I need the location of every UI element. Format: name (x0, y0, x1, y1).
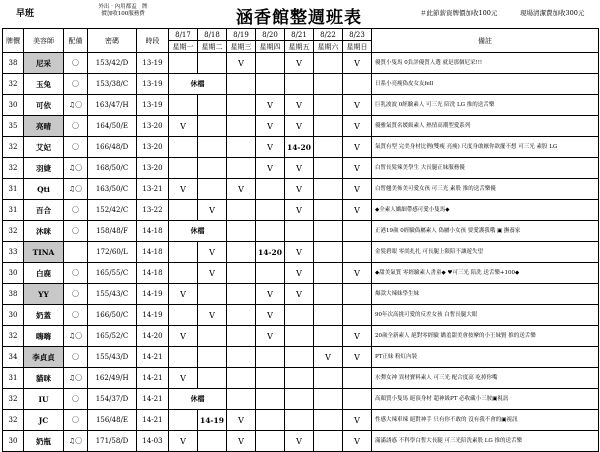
day-cell: V (343, 137, 372, 158)
time-cell: 14-19 (137, 284, 169, 305)
table-row (3, 368, 599, 389)
notes-cell: 90年次高挑可愛的反差女孩 白皙長腿大眼 (372, 305, 599, 326)
day-cell (314, 368, 343, 389)
stylist-name: Qti (24, 179, 64, 200)
stylist-name: 可依 (24, 95, 64, 116)
header-note-line1: 外出 · 內用都盃 牌 (98, 4, 148, 10)
notes-cell: ◆甜美氣質 零經驗素人書童◆ ♥可三光 陪洗 送舌樂+100◆ (372, 263, 599, 284)
day-cell (343, 74, 372, 95)
day-cell: V (198, 242, 227, 263)
day-cell (343, 284, 372, 305)
day-cell: V (285, 200, 314, 221)
code-cell: 165/52/C (88, 326, 137, 347)
config-cell: 〇 (64, 410, 88, 431)
day-cell (227, 242, 256, 263)
day-cell (169, 95, 198, 116)
day-cell (169, 242, 198, 263)
stylist-name: 艾妃 (24, 137, 64, 158)
day-cell (198, 326, 227, 347)
code-cell: 168/50/C (88, 158, 137, 179)
notes-cell: 高顏質小隻馬 絕頂身材 超神級PT 必收藏小三胺▣視訊 (372, 389, 599, 410)
notes-cell: 性感大辣車辣 絕對神手 只有你不敢的 沒有我不會的▣視訊 (372, 410, 599, 431)
header-date-row (3, 29, 599, 41)
table-row (3, 284, 599, 305)
config-cell: ♫〇 (64, 158, 88, 179)
notes-cell: 水彈女神 異材寶料素人 可三光 配合度高 吃掉你嘴 (372, 368, 599, 389)
code-cell: 166/48/D (88, 137, 137, 158)
day-cell: V (285, 116, 314, 137)
day-cell (198, 137, 227, 158)
day-cell (227, 305, 256, 326)
day-cell (285, 74, 314, 95)
stylist-name: 亮晴 (24, 116, 64, 137)
day-cell (198, 53, 227, 74)
table-row (3, 431, 599, 452)
schedule-rows (3, 53, 599, 452)
day-cell: V (343, 179, 372, 200)
day-cell: V (169, 368, 198, 389)
notes-cell: ◆全素人嬌細帶感可愛小隻馬◆ (372, 200, 599, 221)
day-cell: V (169, 284, 198, 305)
day-rest: 休檔 (169, 221, 227, 242)
notes-cell: 優質小隻馬 0負評優質人選 就是那個尼采!!! (372, 53, 599, 74)
day-weekday: 星期五 (285, 41, 314, 53)
table-row (3, 305, 599, 326)
day-cell (227, 158, 256, 179)
day-cell (227, 200, 256, 221)
day-cell (227, 74, 256, 95)
day-cell (343, 368, 372, 389)
stylist-name: 奶蓋 (24, 305, 64, 326)
notes-cell: PT正妹 粉紅內裝 (372, 347, 599, 368)
notes-cell: 爆款大辣妹學生妹 (372, 284, 599, 305)
config-cell: ♫〇 (64, 179, 88, 200)
day-cell (227, 284, 256, 305)
day-cell (169, 305, 198, 326)
notes-cell: 滿滿誘惑 不科學白皙大長腿 可三光陪洗素股 LG 推的送舌樂 (372, 431, 599, 452)
day-cell: V (285, 95, 314, 116)
day-cell (198, 116, 227, 137)
page-title: 涵香館整週班表 (236, 8, 362, 28)
table-row (3, 389, 599, 410)
header (0, 0, 600, 28)
day-cell: V (343, 53, 372, 74)
day-cell (343, 221, 372, 242)
day-date: 8/22 (314, 29, 343, 41)
day-cell (227, 347, 256, 368)
day-cell: V (256, 284, 285, 305)
day-cell (314, 431, 343, 452)
code-cell: 156/48/E (88, 410, 137, 431)
day-date: 8/20 (256, 29, 285, 41)
time-cell: 14-21 (137, 410, 169, 431)
day-cell (169, 158, 198, 179)
day-cell (314, 179, 343, 200)
day-cell (256, 200, 285, 221)
config-cell: ♫〇 (64, 95, 88, 116)
time-cell: 14-18 (137, 263, 169, 284)
table-row (3, 347, 599, 368)
table-row (3, 200, 599, 221)
day-cell: V (256, 158, 285, 179)
notes-cell: 氣質有型 完美身材比例(雙瘦 亮瘦) 尺度身敢厭你欲擺不想 可三光 素股 LG (372, 137, 599, 158)
day-cell: V (343, 410, 372, 431)
day-date: 8/19 (227, 29, 256, 41)
day-cell (314, 53, 343, 74)
day-cell: V (256, 305, 285, 326)
time-cell: 13-19 (137, 53, 169, 74)
price-cell: 38 (3, 53, 24, 74)
code-cell: 171/58/D (88, 431, 137, 452)
day-cell (343, 242, 372, 263)
day-cell (198, 158, 227, 179)
day-cell (314, 116, 343, 137)
config-cell: 〇 (64, 263, 88, 284)
day-cell (198, 431, 227, 452)
table-row (3, 221, 599, 242)
code-cell: 155/43/C (88, 284, 137, 305)
config-cell: 〇 (64, 137, 88, 158)
day-cell (198, 347, 227, 368)
day-cell (256, 179, 285, 200)
stylist-name: 貓咪 (24, 368, 64, 389)
price-cell: 32 (3, 389, 24, 410)
time-cell: 14-18 (137, 221, 169, 242)
price-cell: 30 (3, 431, 24, 452)
day-cell: V (343, 116, 372, 137)
table-row (3, 53, 599, 74)
day-cell (227, 326, 256, 347)
day-cell (227, 263, 256, 284)
day-cell (256, 368, 285, 389)
day-cell (256, 74, 285, 95)
time-cell: 13-20 (137, 116, 169, 137)
col-notes: 備註 (372, 29, 599, 53)
col-time: 時段 (137, 29, 169, 53)
table-row (3, 242, 599, 263)
config-cell (64, 242, 88, 263)
code-cell: 163/47/H (88, 95, 137, 116)
day-cell: V (198, 200, 227, 221)
time-cell: 14-21 (137, 389, 169, 410)
day-cell (169, 200, 198, 221)
notes-cell: 日系小亮瘦偽皮女友fell (372, 74, 599, 95)
day-cell (256, 347, 285, 368)
policy-right: 現場清潔費加收300元 (520, 9, 585, 17)
day-weekday: 星期二 (198, 41, 227, 53)
day-cell (198, 179, 227, 200)
schedule-table (2, 28, 599, 452)
price-cell: 32 (3, 158, 24, 179)
day-cell (256, 389, 285, 410)
day-cell (285, 326, 314, 347)
day-cell: 14-20 (256, 242, 285, 263)
col-code: 密碼 (88, 29, 137, 53)
table-row (3, 179, 599, 200)
day-cell: V (256, 137, 285, 158)
price-cell: 32 (3, 221, 24, 242)
day-cell: V (343, 263, 372, 284)
code-cell: 172/60/L (88, 242, 137, 263)
price-cell: 38 (3, 284, 24, 305)
day-cell (314, 410, 343, 431)
notes-cell: 巨乳波波 0經驗素人 可三光 陪洗 LG 推的送舌樂 (372, 95, 599, 116)
day-cell: V (285, 179, 314, 200)
day-weekday: 星期六 (314, 41, 343, 53)
stylist-name: YY (24, 284, 64, 305)
time-cell: 13-19 (137, 74, 169, 95)
day-cell: 14-20 (285, 137, 314, 158)
day-cell (198, 284, 227, 305)
time-cell: 13-22 (137, 200, 169, 221)
day-cell (285, 347, 314, 368)
table-row (3, 263, 599, 284)
code-cell: 166/50/C (88, 305, 137, 326)
day-cell (256, 263, 285, 284)
day-cell (256, 53, 285, 74)
price-cell: 34 (3, 347, 24, 368)
time-cell: 14-03 (137, 431, 169, 452)
time-cell: 13-20 (137, 137, 169, 158)
stylist-name: TINA (24, 242, 64, 263)
price-cell: 31 (3, 368, 24, 389)
day-cell: V (227, 53, 256, 74)
time-cell: 13-19 (137, 95, 169, 116)
day-cell (198, 95, 227, 116)
stylist-name: 尼采 (24, 53, 64, 74)
config-cell: 〇 (64, 305, 88, 326)
day-weekday: 星期一 (169, 41, 198, 53)
day-cell: V (343, 431, 372, 452)
day-cell: V (285, 242, 314, 263)
stylist-name: IU (24, 389, 64, 410)
time-cell: 14-18 (137, 242, 169, 263)
day-cell: 14-19 (198, 410, 227, 431)
day-cell (314, 242, 343, 263)
config-cell: 〇 (64, 74, 88, 95)
notes-cell: 白皙長髮辣美學生 大長腿正妹服務優 (372, 158, 599, 179)
price-cell: 32 (3, 74, 24, 95)
day-cell (227, 389, 256, 410)
table-row (3, 95, 599, 116)
day-cell (285, 410, 314, 431)
day-cell (314, 305, 343, 326)
day-cell: V (227, 410, 256, 431)
day-cell (314, 221, 343, 242)
day-cell (285, 305, 314, 326)
day-date: 8/17 (169, 29, 198, 41)
day-cell: V (256, 116, 285, 137)
stylist-name: 沐咪 (24, 221, 64, 242)
notes-cell: 金髮碧眼 零尚扎扎 可長腿上限陪不讓遊失望 (372, 242, 599, 263)
day-cell (227, 221, 256, 242)
config-cell: 〇 (64, 53, 88, 74)
day-cell (314, 158, 343, 179)
config-cell: 〇 (64, 116, 88, 137)
day-cell (227, 116, 256, 137)
day-cell (256, 221, 285, 242)
day-cell: V (198, 305, 227, 326)
code-cell: 155/43/D (88, 347, 137, 368)
day-cell (343, 305, 372, 326)
day-cell: V (227, 431, 256, 452)
day-cell: V (169, 326, 198, 347)
table-row (3, 326, 599, 347)
day-cell: V (285, 263, 314, 284)
day-cell (198, 368, 227, 389)
day-cell (169, 53, 198, 74)
stylist-name: 嗨嗨 (24, 326, 64, 347)
config-cell: 〇 (64, 284, 88, 305)
code-cell: 158/48/F (88, 221, 137, 242)
col-stylist: 美容師 (24, 29, 64, 53)
day-cell: V (256, 95, 285, 116)
day-cell (256, 410, 285, 431)
notes-cell: 優雅氣質名媛級素人 熱情高潮型愛系列 (372, 116, 599, 137)
day-cell: V (314, 347, 343, 368)
code-cell: 153/38/C (88, 74, 137, 95)
config-cell: 〇 (64, 200, 88, 221)
stylist-name: 奶瓶 (24, 431, 64, 452)
day-cell (169, 137, 198, 158)
policy-left: ＃此節薪資牌價加收100元 (420, 9, 498, 17)
day-cell: V (169, 179, 198, 200)
day-cell (169, 347, 198, 368)
table-row (3, 410, 599, 431)
config-cell: ♫〇 (64, 431, 88, 452)
day-date: 8/23 (343, 29, 372, 41)
day-cell (314, 284, 343, 305)
time-cell: 13-21 (137, 179, 169, 200)
stylist-name: 羽婕 (24, 158, 64, 179)
day-cell: V (198, 263, 227, 284)
header-note-line2: 價加收100服務費 (101, 11, 145, 17)
code-cell: 164/50/E (88, 116, 137, 137)
day-cell (169, 263, 198, 284)
time-cell: 14-21 (137, 368, 169, 389)
day-cell (314, 74, 343, 95)
stylist-name: 玉兔 (24, 74, 64, 95)
notes-cell: 正港19歲 0經驗偽屬素人 偽屬小女孩 要愛護我哦 ▣ 撫養家 (372, 221, 599, 242)
day-rest: 休檔 (169, 74, 227, 95)
code-cell: 163/50/C (88, 179, 137, 200)
day-cell: V (256, 326, 285, 347)
config-cell: 〇 (64, 347, 88, 368)
shift-label: 早班 (16, 9, 35, 19)
config-cell: 〇 (64, 389, 88, 410)
time-cell: 14-20 (137, 326, 169, 347)
day-cell: V (343, 326, 372, 347)
price-cell: 32 (3, 410, 24, 431)
day-cell: V (343, 200, 372, 221)
day-cell (314, 326, 343, 347)
table-row (3, 158, 599, 179)
day-cell (343, 389, 372, 410)
code-cell: 152/42/C (88, 200, 137, 221)
day-cell: V (285, 431, 314, 452)
stylist-name: JC (24, 410, 64, 431)
col-config: 配備 (64, 29, 88, 53)
price-cell: 30 (3, 305, 24, 326)
price-cell: 31 (3, 179, 24, 200)
price-cell: 33 (3, 242, 24, 263)
table-row (3, 116, 599, 137)
col-plate: 牌價 (3, 29, 24, 53)
day-cell (314, 137, 343, 158)
day-cell (314, 200, 343, 221)
day-cell (169, 410, 198, 431)
day-cell: V (343, 95, 372, 116)
day-cell (227, 137, 256, 158)
day-cell (256, 431, 285, 452)
day-cell (285, 389, 314, 410)
price-cell: 31 (3, 200, 24, 221)
code-cell: 162/49/H (88, 368, 137, 389)
day-cell (227, 95, 256, 116)
config-cell: ♫〇 (64, 368, 88, 389)
day-cell: V (169, 116, 198, 137)
price-cell: 30 (3, 263, 24, 284)
code-cell: 154/37/D (88, 389, 137, 410)
day-cell (285, 221, 314, 242)
stylist-name: 百合 (24, 200, 64, 221)
day-cell (285, 368, 314, 389)
code-cell: 153/42/D (88, 53, 137, 74)
day-cell: V (343, 158, 372, 179)
header-note (68, 4, 178, 18)
code-cell: 165/55/C (88, 263, 137, 284)
time-cell: 14-19 (137, 305, 169, 326)
time-cell: 14-21 (137, 347, 169, 368)
day-cell (314, 263, 343, 284)
price-cell: 35 (3, 116, 24, 137)
price-cell: 32 (3, 137, 24, 158)
day-weekday: 星期三 (227, 41, 256, 53)
day-cell: V (285, 284, 314, 305)
config-cell: ♫〇 (64, 326, 88, 347)
table-row (3, 137, 599, 158)
day-rest: 休檔 (169, 389, 227, 410)
notes-cell: 白皙翹美佈美可愛女孩 可三光 素股 推的送舌樂優 (372, 179, 599, 200)
stylist-name: 白鹿 (24, 263, 64, 284)
config-cell: 〇 (64, 221, 88, 242)
day-cell: V (285, 158, 314, 179)
time-cell: 13-20 (137, 158, 169, 179)
day-date: 8/18 (198, 29, 227, 41)
day-cell (314, 389, 343, 410)
price-cell: 32 (3, 326, 24, 347)
day-weekday: 星期四 (256, 41, 285, 53)
day-cell (227, 368, 256, 389)
table-row (3, 74, 599, 95)
price-cell: 30 (3, 95, 24, 116)
day-cell: V (169, 431, 198, 452)
day-cell: V (227, 179, 256, 200)
day-weekday: 星期日 (343, 41, 372, 53)
day-cell (314, 95, 343, 116)
day-cell: V (285, 53, 314, 74)
day-date: 8/21 (285, 29, 314, 41)
notes-cell: 20歲全新素人 絕對零經驗 嬌羞甜美會按摩的小王妹賢 推的送舌樂 (372, 326, 599, 347)
stylist-name: 李貞貞 (24, 347, 64, 368)
day-cell: V (343, 347, 372, 368)
